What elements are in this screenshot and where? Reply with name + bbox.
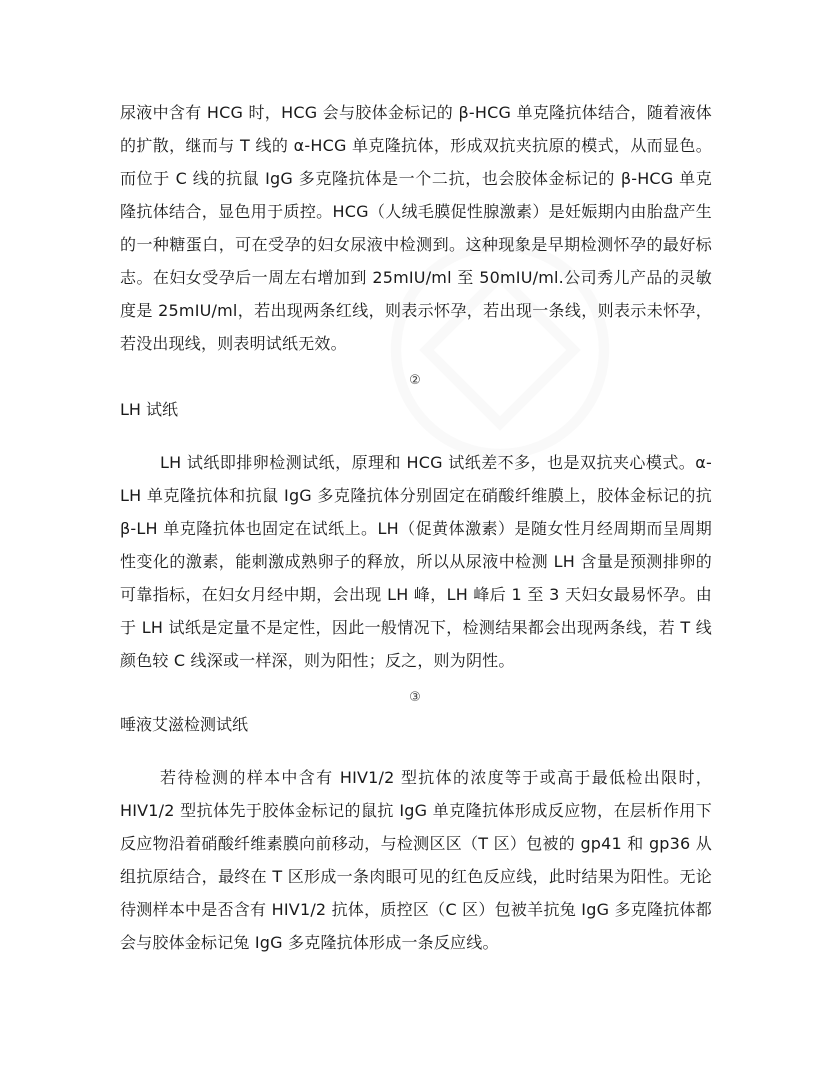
paragraph-hcg: 尿液中含有 HCG 时，HCG 会与胶体金标记的 β-HCG 单克隆抗体结合，随着液体的扩散，继而与 T 线的 α-HCG 单克隆抗体，形成双抗夹抗原的模式，从而显色。而位于 C 线的抗鼠 IgG 多克隆抗体是一个二抗，也会胶体金标记的 β-HCG 单克隆抗体结合，显色用于质控。HCG（人绒毛膜促性腺激素）是妊娠期内由胎盘产生的一种糖蛋白，可在受孕的妇女尿液中检测到。这种现象是早期检测怀孕的最好标志。在妇女受孕后一周左右增加到 25mIU/ml 至 50mIU/ml.公司秀儿产品的灵敏度是 25mIU/ml，若出现两条红线，则表示怀孕，若出现一条线，则表示未怀孕，若没出现线，则表明试纸无效。 <box>120 103 712 353</box>
heading-saliva-hiv-test: 唾液艾滋检测试纸 <box>120 715 249 734</box>
section-marker-2: ② <box>409 373 421 388</box>
section-marker-3: ③ <box>409 690 421 705</box>
heading-lh-test: LH 试纸 <box>120 400 179 419</box>
paragraph-lh: LH 试纸即排卵检测试纸，原理和 HCG 试纸差不多，也是双抗夹心模式。α-LH 单克隆抗体和抗鼠 IgG 多克隆抗体分别固定在硝酸纤维膜上，胶体金标记的抗 β-LH 单克隆抗体也固定在试纸上。LH（促黄体激素）是随女性月经周期而呈周期性变化的激素，能刺激成熟卵子的释放，所以从尿液中检测 LH 含量是预测排卵的可靠指标，在妇女月经中期，会出现 LH 峰，LH 峰后 1 至 3 天妇女最易怀孕。由于 LH 试纸是定量不是定性，因此一般情况下，检测结果都会出现两条线，若 T 线颜色较 C 线深或一样深，则为阳性；反之，则为阴性。 <box>120 453 712 670</box>
paragraph-hiv: 若待检测的样本中含有 HIV1/2 型抗体的浓度等于或高于最低检出限时，HIV1/2 型抗体先于胶体金标记的鼠抗 IgG 单克隆抗体形成反应物，在层析作用下反应物沿着硝酸纤维素膜向前移动，与检测区区（T 区）包被的 gp41 和 gp36 从组抗原结合，最终在 T 区形成一条肉眼可见的红色反应线，此时结果为阳性。无论待测样本中是否含有 HIV1/2 抗体，质控区（C 区）包被羊抗兔 IgG 多克隆抗体都会与胶体金标记兔 IgG 多克隆抗体形成一条反应线。 <box>120 768 712 952</box>
